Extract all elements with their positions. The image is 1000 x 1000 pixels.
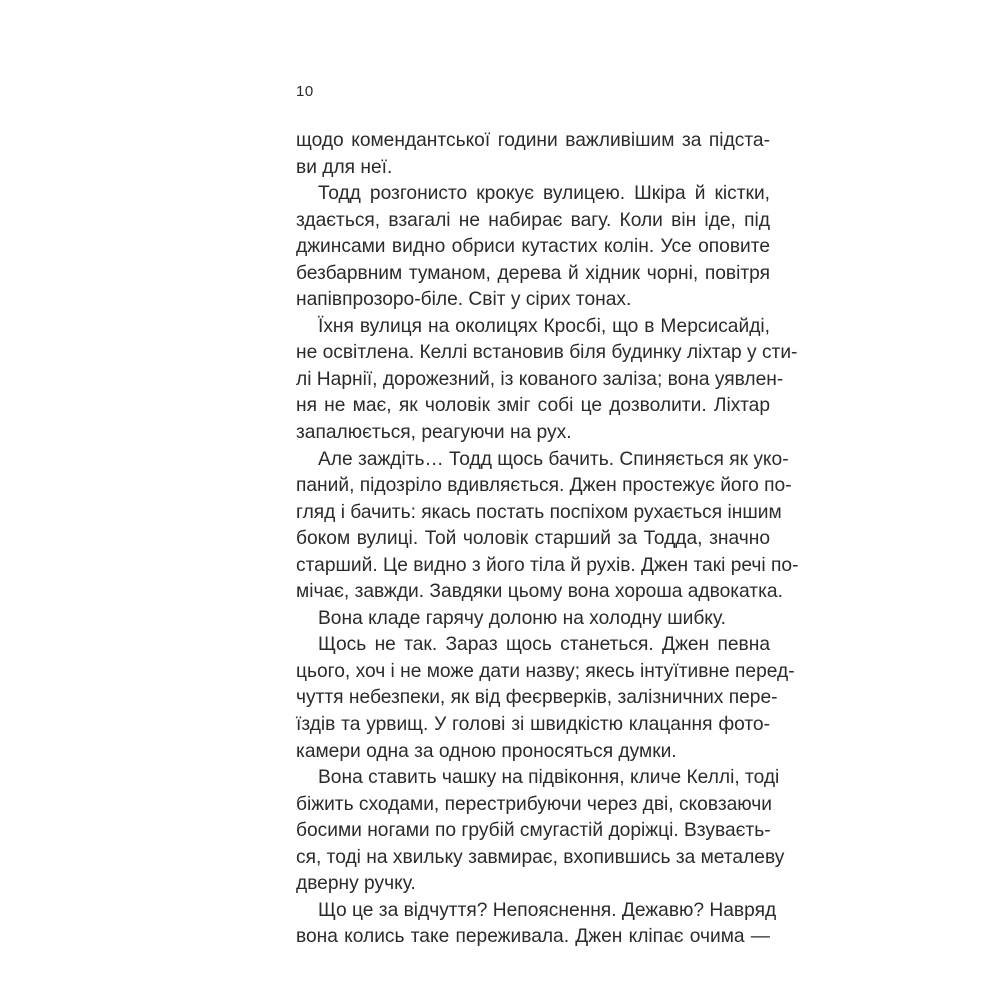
page-number: 10: [296, 83, 314, 100]
text-line: безбарвним туманом, дерева й хідник чорні, повітря: [296, 262, 770, 284]
text-line: біжить сходами, перестрибуючи через дві, сковзаючи: [296, 793, 772, 815]
text-line: джинсами видно обриси кутастих колін. Усе оповите: [296, 236, 770, 258]
text-line: ви для неї.: [296, 156, 393, 178]
text-line: їздів та урвищ. У голові зі швидкістю клацання фото-: [296, 714, 770, 736]
text-line: боком вулиці. Той чоловік старший за Тодда, значно: [296, 528, 770, 550]
text-line: камери одна за одною проносяться думки.: [296, 740, 677, 762]
text-line: босими ногами по грубій смугастій доріжці. Взуваєть-: [296, 820, 771, 842]
text-line: Їхня вулиця на околицях Кросбі, що в Мерсисайді,: [318, 315, 770, 337]
text-line: Тодд розгонисто крокує вулицею. Шкіра й кістки,: [318, 183, 770, 205]
text-line: мічає, завжди. Завдяки цьому вона хороша адвокатка.: [296, 581, 783, 603]
text-line: лі Нарнії, дорожезний, із кованого заліза; вона уявлен-: [296, 368, 784, 390]
text-line: не освітлена. Келлі встановив біля будинку ліхтар у сти-: [296, 342, 798, 364]
body-text: [296, 128, 799, 951]
text-line: ся, тоді на хвильку завмирає, вхопившись за металеву: [296, 846, 785, 868]
text-line: чуття небезпеки, як від феєрверків, залізничних пере-: [296, 687, 778, 709]
text-line: Вона ставить чашку на підвіконня, кличе Келлі, тоді: [318, 767, 780, 789]
text-line: щодо комендантської години важливішим за підста-: [296, 130, 770, 151]
text-line: Щось не так. Зараз щось станеться. Джен певна: [318, 634, 770, 656]
text-line: Вона кладе гарячу долоню на холодну шибку.: [318, 607, 726, 629]
text-line: старший. Це видно з його тіла й рухів. Джен такі речі по-: [296, 554, 799, 576]
text-line: паний, підозріло вдивляється. Джен простежує його по-: [296, 475, 792, 497]
text-line: здається, взагалі не набирає вагу. Коли він іде, під: [296, 209, 770, 231]
text-line: напівпрозоро-біле. Світ у сірих тонах.: [296, 289, 632, 311]
text-line: гляд і бачить: якась постать поспіхом рухається іншим: [296, 501, 782, 523]
text-line: вона колись таке переживала. Джен кліпає очима —: [296, 926, 770, 948]
text-line: цього, хоч і не може дати назву; якесь інтуїтивне перед-: [296, 660, 795, 682]
text-line: Але заждіть… Тодд щось бачить. Спиняється як уко-: [318, 448, 789, 470]
text-line: ня не має, як чоловік зміг собі це дозволити. Ліхтар: [296, 395, 770, 417]
text-line: дверну ручку.: [296, 873, 416, 895]
text-line: запалюється, реагуючи на рух.: [296, 422, 572, 444]
text-line: Що це за відчуття? Непояснення. Дежавю? Навряд: [318, 899, 777, 921]
